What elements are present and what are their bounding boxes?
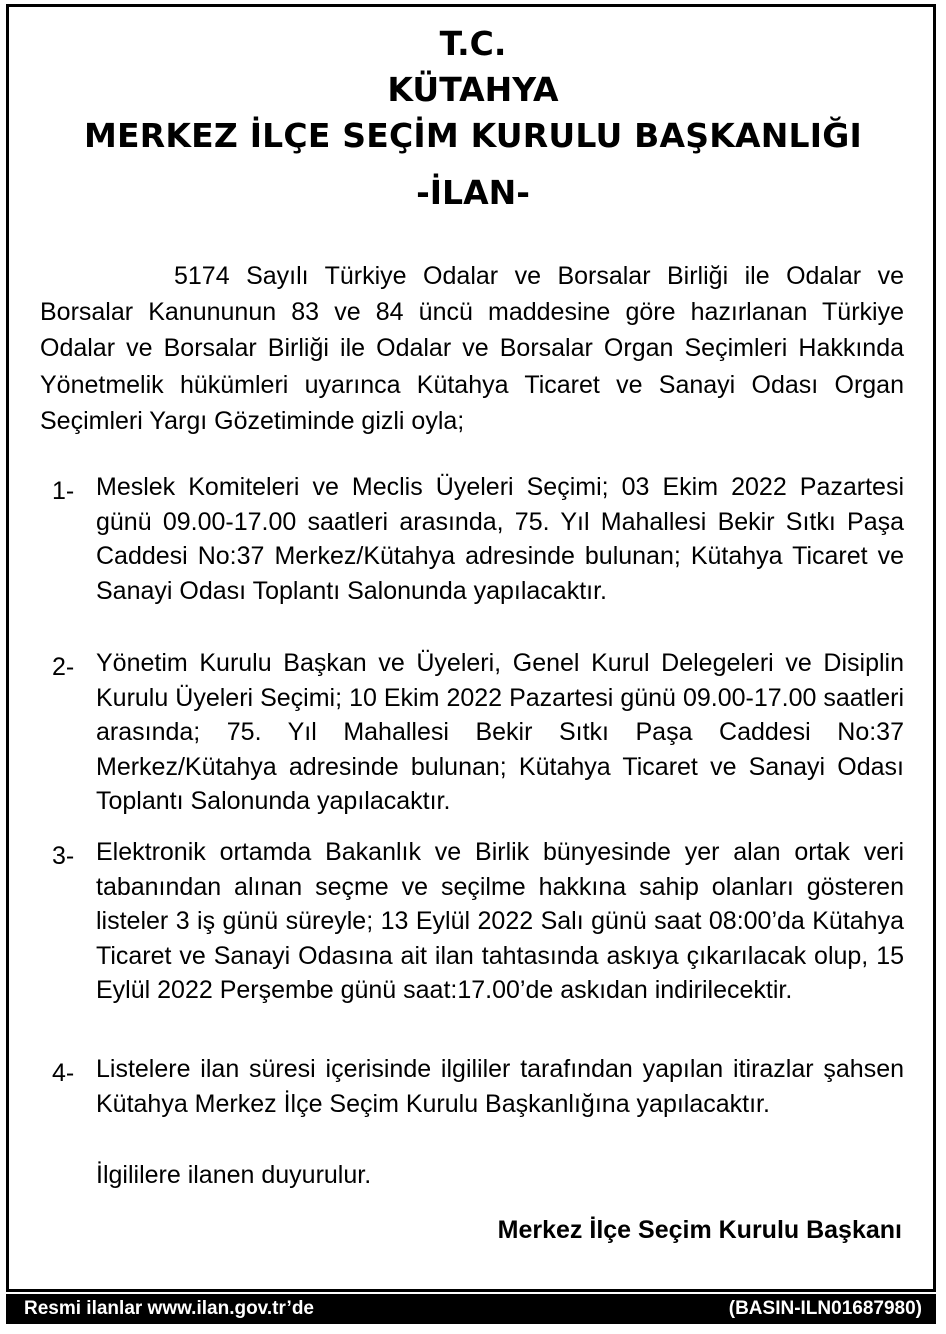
list-item-number: 1- (52, 477, 75, 505)
list-item-number: 3- (52, 842, 75, 870)
list-item-4 (40, 1052, 904, 1121)
header-line-city: KÜTAHYA (387, 70, 559, 109)
closing-statement: İlgililere ilanen duyurulur. (96, 1161, 372, 1189)
list-item-text: Meslek Komiteleri ve Meclis Üyeleri Seçimi; 03 Ekim 2022 Pazartesi günü 09.00-17.00 saatleri arasında, 75. Yıl Mahallesi Bekir Sıtkı Paşa Caddesi No:37 Merkez/Kütahya adresinde bulunan; Kütahya Ticaret ve Sanayi Odası Toplantı Salonunda yapılacaktır. (96, 473, 904, 605)
list-item-text: Elektronik ortamda Bakanlık ve Birlik bünyesinde yer alan ortak veri tabanından alınan seçme ve seçilme hakkına sahip olanları gösteren listeler 3 iş günü süreyle; 13 Eylül 2022 Salı günü saat 08:00’da Kütahya Ticaret ve Sanayi Odasına ait ilan tahtasında askıya çıkarılacak olup, 15 Eylül 2022 Perşembe günü saat:17.00’de askıdan indirilecektir. (96, 838, 904, 1005)
list-item-2 (40, 646, 904, 819)
list-item-text: Listelere ilan süresi içerisinde ilgililer tarafından yapılan itirazlar şahsen Kütahya Merkez İlçe Seçim Kurulu Başkanlığına yapılacaktır. (96, 1055, 904, 1118)
header-line-organization: MERKEZ İLÇE SEÇİM KURULU BAŞKANLIĞI (83, 116, 862, 155)
list-item-text: Yönetim Kurulu Başkan ve Üyeleri, Genel Kurul Delegeleri ve Disiplin Kurulu Üyeleri Seçimi; 10 Ekim 2022 Pazartesi günü 09.00-17.00 saatleri arasında; 75. Yıl Mahallesi Bekir Sıtkı Paşa Caddesi No:37 Merkez/Kütahya adresinde bulunan; Kütahya Ticaret ve Sanayi Odası Toplantı Salonunda yapılacaktır. (96, 649, 904, 816)
notice-title: -İLAN- (416, 173, 530, 212)
footer-website-text: Resmi ilanlar www.ilan.gov.tr’de (24, 1298, 315, 1319)
footer-bar (6, 1294, 936, 1324)
list-item-1 (40, 470, 904, 608)
list-item-3 (40, 835, 904, 1008)
list-item-number: 2- (52, 653, 75, 681)
footer-reference-code: (BASIN-ILN01687980) (728, 1298, 922, 1319)
header-line-tc: T.C. (439, 24, 507, 63)
intro-paragraph: 5174 Sayılı Türkiye Odalar ve Borsalar Birliği ile Odalar ve Borsalar Kanununun 83 ve 84 üncü maddesine göre hazırlanan Türkiye Odalar ve Borsalar Birliği ile Odalar ve Borsalar Organ Seçimleri Hakkında Yönetmelik hükümleri uyarınca Kütahya Ticaret ve Sanayi Odası Organ Seçimleri Yargı Gözetiminde gizli oyla; (40, 262, 904, 435)
list-item-number: 4- (52, 1059, 75, 1087)
signature-title: Merkez İlçe Seçim Kurulu Başkanı (497, 1216, 902, 1244)
